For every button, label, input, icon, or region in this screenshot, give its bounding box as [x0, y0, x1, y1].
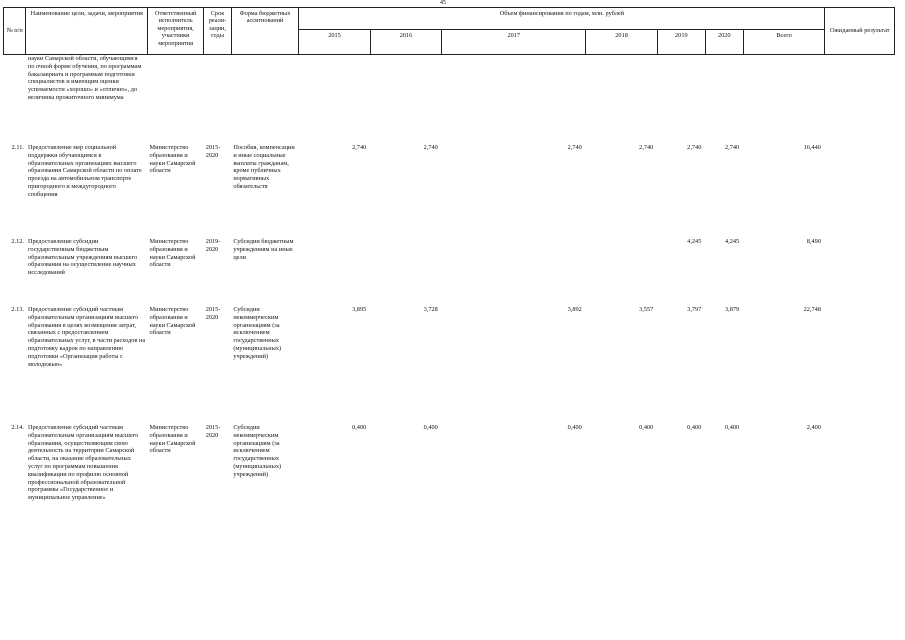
row-name: науки Самарской области, обучающимся по очной форме обучения, по программам бакалавриата и программам подготовки специалистов и имеющим оценки успеваемости «хорошо» и «отлично», до величины прожиточного минимума [27, 55, 142, 101]
row-2018: 0,400 [639, 424, 654, 431]
header-funding: Объем финансирования по годам, млн. рублей [299, 8, 825, 30]
row-2017 [442, 232, 586, 300]
row-2019: 0,400 [687, 424, 702, 431]
header-year-2015: 2015 [299, 30, 371, 55]
row-form: Субсидии некоммерческим организациям (за исключением государственных (муниципальных) учреждений) [233, 424, 282, 478]
row-2019 [657, 55, 705, 140]
header-year-2018: 2018 [586, 30, 658, 55]
row-2019: 3,797 [687, 306, 702, 313]
row-2020: 0,400 [724, 424, 740, 431]
table-row [4, 55, 895, 140]
row-executor: Министерство образования и науки Самарской области [149, 144, 196, 175]
row-num: 2.14. [11, 424, 24, 431]
table-row [4, 417, 895, 594]
row-result [825, 139, 895, 232]
header-term: Срок реали-зации, годы [204, 8, 232, 55]
row-num: 2.11. [11, 144, 24, 151]
row-name: Предоставление субсидии государственным бюджетным образовательным учреждениям высшего образования на осуществление научных исследований [27, 238, 138, 277]
row-2016: 0,400 [423, 424, 438, 431]
row-result [825, 55, 895, 140]
row-2016: 2,740 [423, 144, 438, 151]
row-2020: 2,740 [724, 144, 740, 151]
row-2017: 2,740 [567, 144, 582, 151]
table-row [4, 232, 895, 300]
table-row [4, 300, 895, 417]
row-2018 [586, 232, 658, 300]
row-2017: 3,892 [567, 306, 582, 313]
row-form: Субсидии бюджетным учреждениям на иные цели [233, 238, 294, 261]
row-total: 16,440 [803, 144, 821, 151]
row-executor: Министерство образования и науки Самарской области [149, 306, 196, 337]
row-executor: Министерство образования и науки Самарской области [149, 238, 196, 269]
row-2015: 3,895 [352, 306, 367, 313]
header-year-2017: 2017 [442, 30, 586, 55]
row-executor: Министерство образования и науки Самарской области [149, 424, 196, 455]
row-2019: 2,740 [687, 144, 702, 151]
row-form: Пособия, компенсации и иные социальные выплаты гражданам, кроме публичных нормативных обязательств [233, 144, 295, 190]
row-2015 [299, 55, 371, 140]
row-name: Предоставление субсидий частным образовательным организациям высшего образования в целях возмещения затрат, связанных с предоставлением образовательных услуг, в части расходов на подготовку кадров по направлению подготовки «Организация работы с молодежью» [27, 306, 146, 368]
row-result [825, 300, 895, 417]
row-form: Субсидии некоммерческим организациям (за исключением государственных (муниципальных) учреждений) [233, 306, 282, 360]
row-2020 [705, 55, 743, 140]
row-num: 2.12. [11, 238, 24, 245]
header-year-2016: 2016 [370, 30, 442, 55]
header-total: Всего [743, 30, 825, 55]
row-num: 2.13. [11, 306, 24, 313]
row-term: 2019-2020 [205, 238, 221, 253]
header-num: № п/п [4, 8, 26, 55]
row-term: 2015-2020 [205, 306, 221, 321]
row-result [825, 417, 895, 594]
header-result: Ожидаемый результат [825, 8, 895, 55]
row-form [231, 55, 298, 140]
row-2020: 4,245 [724, 238, 740, 245]
table-row [4, 139, 895, 232]
row-term: 2015-2020 [205, 424, 221, 439]
row-term [204, 55, 232, 140]
header-name: Наименование цели, задачи, мероприятия [26, 8, 148, 55]
row-2018: 2,740 [639, 144, 654, 151]
row-2015: 0,400 [352, 424, 367, 431]
row-total: 2,400 [806, 424, 821, 431]
row-total: 22,748 [803, 306, 821, 313]
row-term: 2015-2020 [205, 144, 221, 159]
row-2015 [299, 232, 371, 300]
row-2017 [442, 55, 586, 140]
row-total [743, 55, 825, 140]
row-result [825, 232, 895, 300]
row-2019: 4,245 [687, 238, 702, 245]
row-name: Предоставление мер социальной поддержки обучающимся в образовательных организациях высшего образования Самарской области по оплате проезда на автомобильном транспорте пригородного и междугородного сообщения [27, 144, 142, 198]
page-number: 45 [440, 0, 446, 6]
header-row [4, 8, 895, 30]
row-total: 8,490 [806, 238, 821, 245]
row-name: Предоставление субсидий частным образовательным организациям высшего образования, осуществляющим свою деятельность на территории Самарской области, на оказание образовательных услуг по программам повышения квалификации по профилю основной профессиональной образовательной программы «Государственное и муниципальное управление» [27, 424, 139, 502]
row-2018: 3,557 [639, 306, 654, 313]
row-2015: 2,740 [352, 144, 367, 151]
row-executor [148, 55, 204, 140]
funding-table [3, 7, 895, 594]
row-num [4, 55, 26, 140]
row-2017: 0,400 [567, 424, 582, 431]
header-year-2020: 2020 [705, 30, 743, 55]
row-2016: 3,728 [423, 306, 438, 313]
header-form: Форма бюджетных ассигнований [231, 8, 298, 55]
row-2018 [586, 55, 658, 140]
row-2016 [370, 232, 442, 300]
row-2016 [370, 55, 442, 140]
row-2020: 3,879 [724, 306, 740, 313]
header-executor: Ответственный исполнитель мероприятия, участники мероприятия [148, 8, 204, 55]
header-year-2019: 2019 [657, 30, 705, 55]
